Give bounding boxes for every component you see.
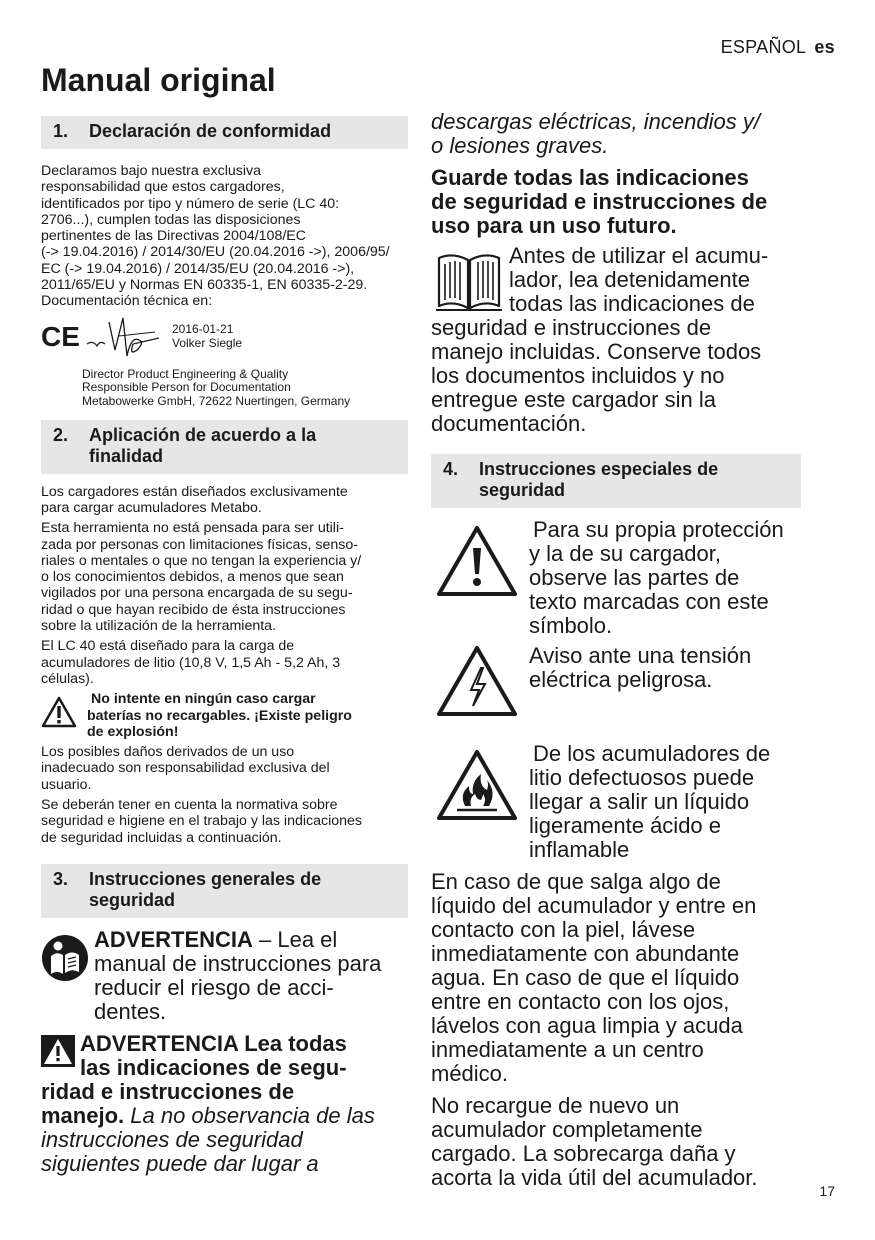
text-line: de seguridad incluidas a continuación. (41, 829, 282, 846)
text-line: inmediatamente a un centro (431, 1037, 704, 1062)
text-line: riales o mentales o que no tengan la experiencia y/ (41, 552, 362, 569)
text-line: Documentación técnica en: (41, 293, 213, 310)
text-line: Metabowerke GmbH, 72622 Nuertingen, Germany (82, 393, 351, 408)
text-line: manual de instrucciones para (94, 950, 382, 976)
warning-continuation (431, 110, 801, 158)
text-line: de explosión! (87, 723, 179, 740)
section-number: 1. (53, 121, 69, 141)
text-line: ligeramente ácido e (529, 813, 722, 838)
text-line: o los conocimientos debidos, a menos que sean (41, 569, 344, 586)
section-title: seguridad (89, 889, 176, 910)
text-line: para cargar acumuladores Metabo. (41, 499, 262, 516)
text-line: seguridad e instrucciones de (431, 315, 712, 340)
text-line: seguridad e higiene en el trabajo y las indicaciones (41, 813, 363, 830)
text-line: – Lea el (252, 926, 338, 952)
text-block (529, 518, 784, 638)
text-line: acumulador completamente (431, 1117, 703, 1142)
paragraph (431, 1094, 801, 1190)
flammable-liquid-warning (431, 742, 801, 862)
text-line: los documentos incluidos y no (431, 363, 725, 388)
section-title: finalidad (89, 445, 164, 466)
warning-triangle-icon (435, 524, 519, 598)
text-line: No recargue de nuevo un (431, 1093, 680, 1118)
text-line: líquido del acumulador y entre en (431, 893, 757, 918)
text-line: (-> 19.04.2016) / 2014/30/EU (20.04.2016 ->), 2006/95/ (41, 244, 390, 261)
text-line: reducir el riesgo de acci- (94, 974, 334, 1000)
text-line: ridad e instrucciones de (41, 1078, 295, 1104)
paragraph (41, 744, 408, 793)
electric-voltage-warning (431, 644, 801, 734)
section-title: Aplicación de acuerdo a la (89, 424, 317, 445)
text-line: 2011/65/EU y Normas EN 60335-1, EN 60335-2-29. (41, 277, 368, 294)
text-line: acumuladores de litio (10,8 V, 1,5 Ah - 5,2 Ah, 3 (41, 654, 341, 671)
section-2-heading (41, 420, 408, 474)
text-line: agua. En caso de que el líquido (431, 965, 740, 990)
text-line: Para su propia protección (533, 517, 784, 542)
certification-block (41, 316, 408, 408)
text-block (529, 742, 770, 862)
text-line: lador, lea detenidamente (509, 267, 750, 292)
text-line: siguientes puede dar lugar a (41, 1150, 319, 1176)
text-line: litio defectuosos puede (529, 765, 755, 790)
signature-date: 2016-01-21 (172, 321, 234, 336)
section-1-heading (41, 116, 408, 149)
section-4-heading (431, 454, 801, 508)
text-block (529, 644, 751, 692)
signature-icon (87, 318, 159, 356)
text-line: texto marcadas con este (529, 589, 769, 614)
signatory-name: Volker Siegle (172, 335, 243, 350)
text-line: cargado. La sobrecarga daña y (431, 1141, 736, 1166)
text-line: lávelos con agua limpia y acuda (431, 1013, 743, 1038)
text-line: La no observancia de las (124, 1102, 375, 1128)
read-manual-icon (41, 934, 89, 982)
book-icon (435, 250, 503, 314)
text-line: Los cargadores están diseñados exclusivamente (41, 483, 348, 500)
text-line: En caso de que salga algo de (431, 869, 721, 894)
section-number: 4. (443, 459, 459, 479)
text-line: eléctrica peligrosa. (529, 667, 713, 692)
text-line: 2706...), cumplen todas las disposiciones (41, 211, 301, 228)
text-line: observe las partes de (529, 565, 740, 590)
own-protection-notice (431, 518, 801, 638)
text-line: pertinentes de las Directivas 2004/108/EC (41, 228, 306, 245)
section-title: Instrucciones generales de (89, 868, 322, 889)
text-line: Director Product Engineering & Quality (82, 366, 289, 381)
left-column (41, 116, 408, 1176)
text-line: instrucciones de seguridad (41, 1126, 303, 1152)
text-line: No intente en ningún caso cargar (91, 691, 316, 708)
declaration-text (41, 163, 408, 310)
book-row (431, 244, 801, 316)
text-line: Antes de utilizar el acumu- (509, 243, 769, 268)
text-line: sobre la utilización de la herramienta. (41, 618, 277, 635)
text-line: las indicaciones de segu- (80, 1054, 347, 1080)
language-label (721, 37, 835, 58)
language-code: es (814, 37, 835, 57)
section-title: Instrucciones especiales de (479, 459, 719, 479)
section-number: 2. (53, 424, 69, 445)
electric-hazard-icon (435, 644, 519, 718)
warning-text (94, 928, 381, 1024)
text-line: Aviso ante una tensión (529, 643, 752, 668)
text-block (431, 316, 801, 436)
text-line: baterías no recargables. ¡Existe peligro (87, 707, 352, 724)
text-line: uso para un uso futuro. (431, 213, 677, 238)
general-warning (41, 1032, 408, 1176)
text-line: inadecuado son responsabilidad exclusiva del (41, 760, 330, 777)
text-line: Esta herramienta no está pensada para ser utili- (41, 520, 344, 537)
text-line: Responsible Person for Documentation (82, 380, 291, 395)
paragraph (431, 870, 801, 1086)
text-line: llegar a salir un líquido (529, 789, 750, 814)
text-line: todas las indicaciones de (509, 291, 755, 316)
explosion-warning (41, 691, 408, 740)
text-line: de seguridad e instrucciones de (431, 189, 768, 214)
paragraph (41, 797, 408, 846)
section-title: Declaración de conformidad (89, 121, 332, 141)
text-block (509, 244, 768, 316)
text-line: De los acumuladores de (533, 741, 771, 766)
text-line: usuario. (41, 776, 92, 793)
text-line: inmediatamente con abundante (431, 941, 740, 966)
paragraph (41, 484, 408, 517)
flammable-hazard-icon (435, 748, 519, 822)
text-line: responsabilidad que estos cargadores, (41, 179, 285, 196)
page-title: Manual original (41, 62, 276, 98)
read-instructions-block (431, 244, 801, 436)
signatory-info (82, 368, 350, 409)
text-line: EC (-> 19.04.2016) / 2014/35/EU (20.04.2016 ->), (41, 260, 355, 277)
text-line: células). (41, 670, 94, 687)
section-number: 3. (53, 868, 69, 889)
read-manual-warning (41, 928, 408, 1024)
text-line: identificados por tipo y número de serie (LC 40: (41, 195, 340, 212)
page-number: 17 (819, 1183, 835, 1199)
text-line: zada por personas con limitaciones físicas, senso- (41, 536, 359, 553)
text-line: Guarde todas las indicaciones (431, 165, 749, 190)
text-line: dentes. (94, 998, 167, 1024)
right-column (431, 110, 801, 1190)
ce-mark-and-signature (41, 316, 161, 364)
text-line: ridad o que hayan recibido de ésta instrucciones (41, 601, 346, 618)
ce-mark-icon: CE (41, 320, 80, 352)
text-line: inflamable (529, 837, 630, 862)
warning-triangle-box-icon (41, 1035, 75, 1067)
section-3-heading (41, 864, 408, 918)
text-line: manejo incluidas. Conserve todos (431, 339, 762, 364)
text-line: símbolo. (529, 613, 613, 638)
text-line: El LC 40 está diseñado para la carga de (41, 638, 295, 655)
language-name: ESPAÑOL (720, 37, 807, 57)
paragraph (41, 638, 408, 687)
text-line: contacto con la piel, lávese (431, 917, 696, 942)
warning-triangle-icon (41, 696, 77, 728)
text-line: manejo. (41, 1102, 125, 1128)
text-line: documentación. (431, 411, 587, 436)
text-line: médico. (431, 1061, 509, 1086)
text-line: acorta la vida útil del acumulador. (431, 1165, 758, 1190)
text-line: ADVERTENCIA Lea todas (80, 1030, 347, 1056)
text-line: y la de su cargador, (529, 541, 722, 566)
paragraph (41, 520, 408, 634)
warning-label: ADVERTENCIA (94, 926, 253, 952)
section-title: seguridad (479, 480, 566, 500)
text-line: Declaramos bajo nuestra exclusiva (41, 163, 262, 179)
text-line: entre en contacto con los ojos, (431, 989, 730, 1014)
keep-instructions-notice (431, 166, 801, 238)
text-line: Los posibles daños derivados de un uso (41, 744, 295, 761)
text-line: vigilados por una persona encargada de su segu- (41, 585, 353, 602)
text-line: o lesiones graves. (431, 133, 609, 158)
signature-details (172, 322, 242, 350)
text-line: descargas eléctricas, incendios y/ (431, 109, 760, 134)
text-line: entregue este cargador sin la (431, 387, 716, 412)
text-line: Se deberán tener en cuenta la normativa sobre (41, 797, 338, 814)
warning-text (87, 691, 352, 740)
